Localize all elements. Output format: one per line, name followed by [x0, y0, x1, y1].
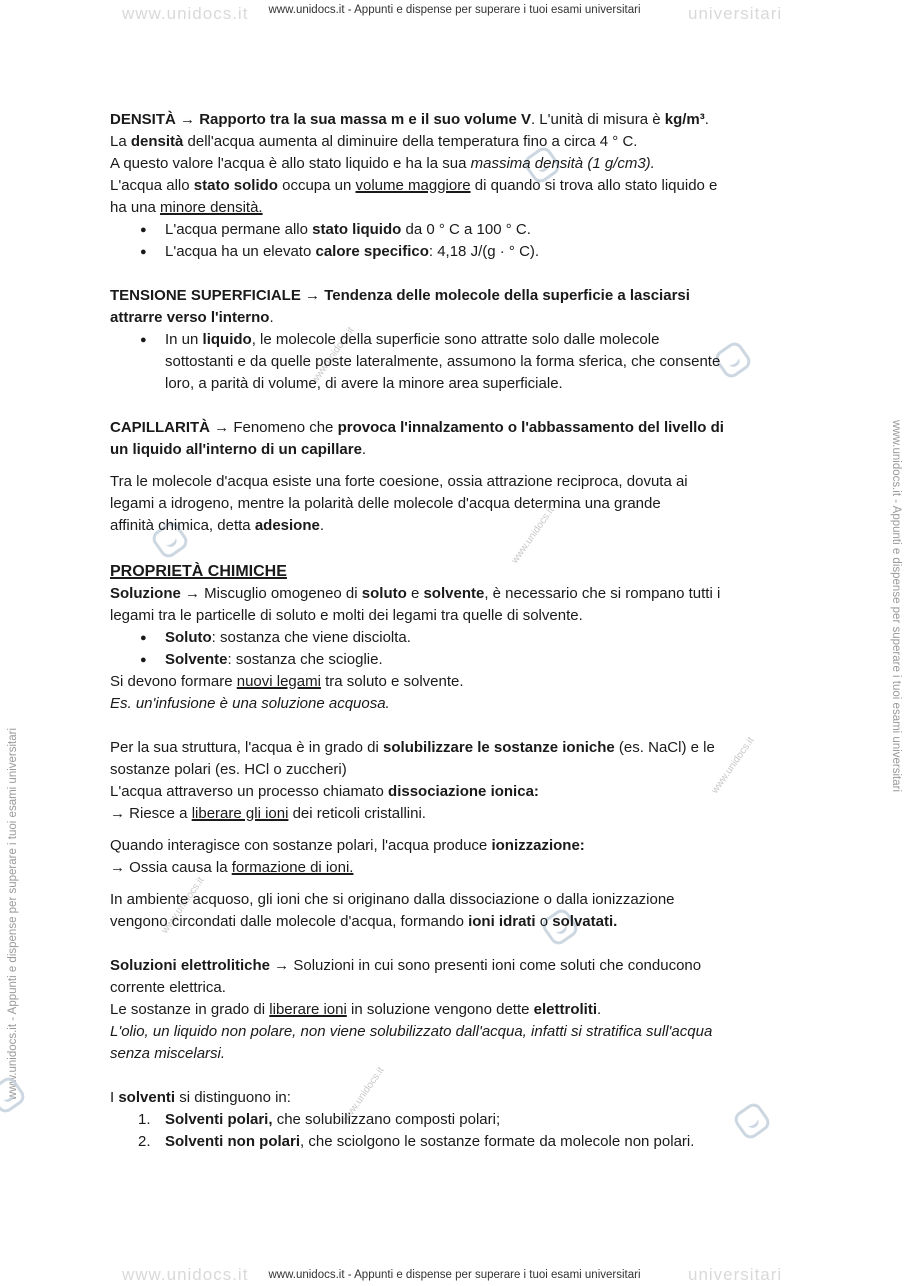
solventi-intro: I solventi si distinguono in: — [110, 1089, 291, 1106]
list-item: ● In un liquido, le molecole della superficie sono attratte solo dalle molecole sottostanti e da quelle poste lateralmente, assumono la forma sferica, che consente loro, a parità di volume, di avere la minore area superficiale. — [165, 329, 810, 395]
tensione-definition: attrarre verso l'interno. — [110, 309, 274, 326]
watermark-top-left: www.unidocs.it — [122, 4, 249, 23]
side-watermark-right: www.unidocs.it - Appunti e dispense per superare i tuoi esami universitari — [890, 420, 902, 793]
unidocs-logo-icon — [0, 1074, 28, 1116]
diagonal-watermark: www.unidocs.it — [159, 875, 207, 936]
example-text: Es. un'infusione è una soluzione acquosa. — [110, 695, 390, 712]
diagonal-watermark: www.unidocs.it — [709, 735, 757, 796]
page-footer: www.unidocs.it - Appunti e dispense per superare i tuoi esami universitari — [268, 1269, 641, 1281]
olio-example: L'olio, un liquido non polare, non viene solubilizzato dall'acqua, infatti si stratifica sull'acqua — [110, 1023, 713, 1040]
diagonal-watermark: www.unidocs.it — [509, 505, 557, 566]
ioni-text: vengono circondati dalle molecole d'acqua, formando ioni idrati o solvatati. — [110, 913, 618, 930]
list-item: ● Solvente: sostanza che scioglie. — [165, 649, 810, 671]
list-item: 2. Solventi non polari, che sciolgono le sostanze formate da molecole non polari. — [138, 1133, 695, 1150]
densita-bullets — [110, 219, 810, 263]
list-item: 1. Solventi polari, che solubilizzano composti polari; — [138, 1111, 501, 1128]
solubilita-text: sostanze polari (es. HCl o zuccheri) — [110, 761, 347, 778]
legami-text: Si devono formare nuovi legami tra soluto e solvente. — [110, 673, 464, 690]
densita-line: La densità dell'acqua aumenta al diminuire della temperatura fino a circa 4 ° C. — [110, 133, 638, 150]
soluzione-definition: Soluzione → Miscuglio omogeneo di soluto e solvente, è necessario che si rompano tutti i — [110, 585, 721, 602]
elettrolitiche-definition: Soluzioni elettrolitiche → Soluzioni in cui sono presenti ioni come soluti che conducono — [110, 957, 702, 974]
list-item: ● L'acqua permane allo stato liquido da 0 ° C a 100 ° C. — [165, 219, 810, 241]
ionizzazione-text: → Ossia causa la formazione di ioni. — [110, 859, 354, 876]
densita-line: L'acqua allo stato solido occupa un volume maggiore di quando si trova allo stato liquido e — [110, 177, 718, 194]
side-watermark-left: www.unidocs.it - Appunti e dispense per superare i tuoi esami universitari — [7, 727, 19, 1100]
watermark-bottom-left: www.unidocs.it — [122, 1265, 249, 1284]
section-heading: PROPRIETÀ CHIMICHE — [110, 563, 287, 580]
list-item: ● Soluto: sostanza che viene disciolta. — [165, 627, 810, 649]
capillarita-text: legami a idrogeno, mentre la polarità delle molecole d'acqua determina una grande — [110, 495, 661, 512]
tensione-bullets — [110, 329, 810, 395]
capillarita-text: affinità chimica, detta adesione. — [110, 517, 325, 534]
dissociazione-text: → Riesce a liberare gli ioni dei reticoli cristallini. — [110, 805, 426, 822]
dissociazione-text: L'acqua attraverso un processo chiamato dissociazione ionica: — [110, 783, 539, 800]
watermark-bottom-right: universitari — [688, 1265, 783, 1284]
solventi-list — [110, 1109, 810, 1153]
soluzione-bullets — [110, 627, 810, 671]
tensione-definition: TENSIONE SUPERFICIALE → Tendenza delle molecole della superficie a lasciarsi — [110, 287, 690, 304]
ionizzazione-text: Quando interagisce con sostanze polari, l'acqua produce ionizzazione: — [110, 837, 585, 854]
list-item: ● L'acqua ha un elevato calore specifico: 4,18 J/(g · ° C). — [165, 241, 810, 263]
elettrolitiche-text: Le sostanze in grado di liberare ioni in soluzione vengono dette elettroliti. — [110, 1001, 602, 1018]
elettrolitiche-text: corrente elettrica. — [110, 979, 226, 996]
densita-line: A questo valore l'acqua è allo stato liquido e ha la sua massima densità (1 g/cm3). — [110, 155, 655, 172]
capillarita-definition: un liquido all'interno di un capillare. — [110, 441, 367, 458]
capillarita-definition: CAPILLARITÀ → Fenomeno che provoca l'innalzamento o l'abbassamento del livello di — [110, 419, 724, 436]
solubilita-text: Per la sua struttura, l'acqua è in grado di solubilizzare le sostanze ioniche (es. NaCl) e le — [110, 739, 715, 756]
diagonal-watermark: www.unidocs.it — [339, 1065, 387, 1126]
page-header: www.unidocs.it - Appunti e dispense per superare i tuoi esami universitari — [268, 4, 641, 16]
diagonal-watermark: www.unidocs.it — [309, 325, 357, 386]
watermark-top-right: universitari — [688, 4, 783, 23]
capillarita-text: Tra le molecole d'acqua esiste una forte coesione, ossia attrazione reciproca, dovuta ai — [110, 473, 688, 490]
densita-line: ha una minore densità. — [110, 199, 263, 216]
soluzione-text: legami tra le particelle di soluto e molti dei legami tra quelle di solvente. — [110, 607, 583, 624]
document-body — [110, 109, 810, 1153]
olio-example: senza miscelarsi. — [110, 1045, 226, 1062]
ioni-text: In ambiente acquoso, gli ioni che si originano dalla dissociazione o dalla ionizzazione — [110, 891, 675, 908]
densita-definition: DENSITÀ → Rapporto tra la sua massa m e il suo volume V. L'unità di misura è kg/m³. — [110, 111, 709, 128]
